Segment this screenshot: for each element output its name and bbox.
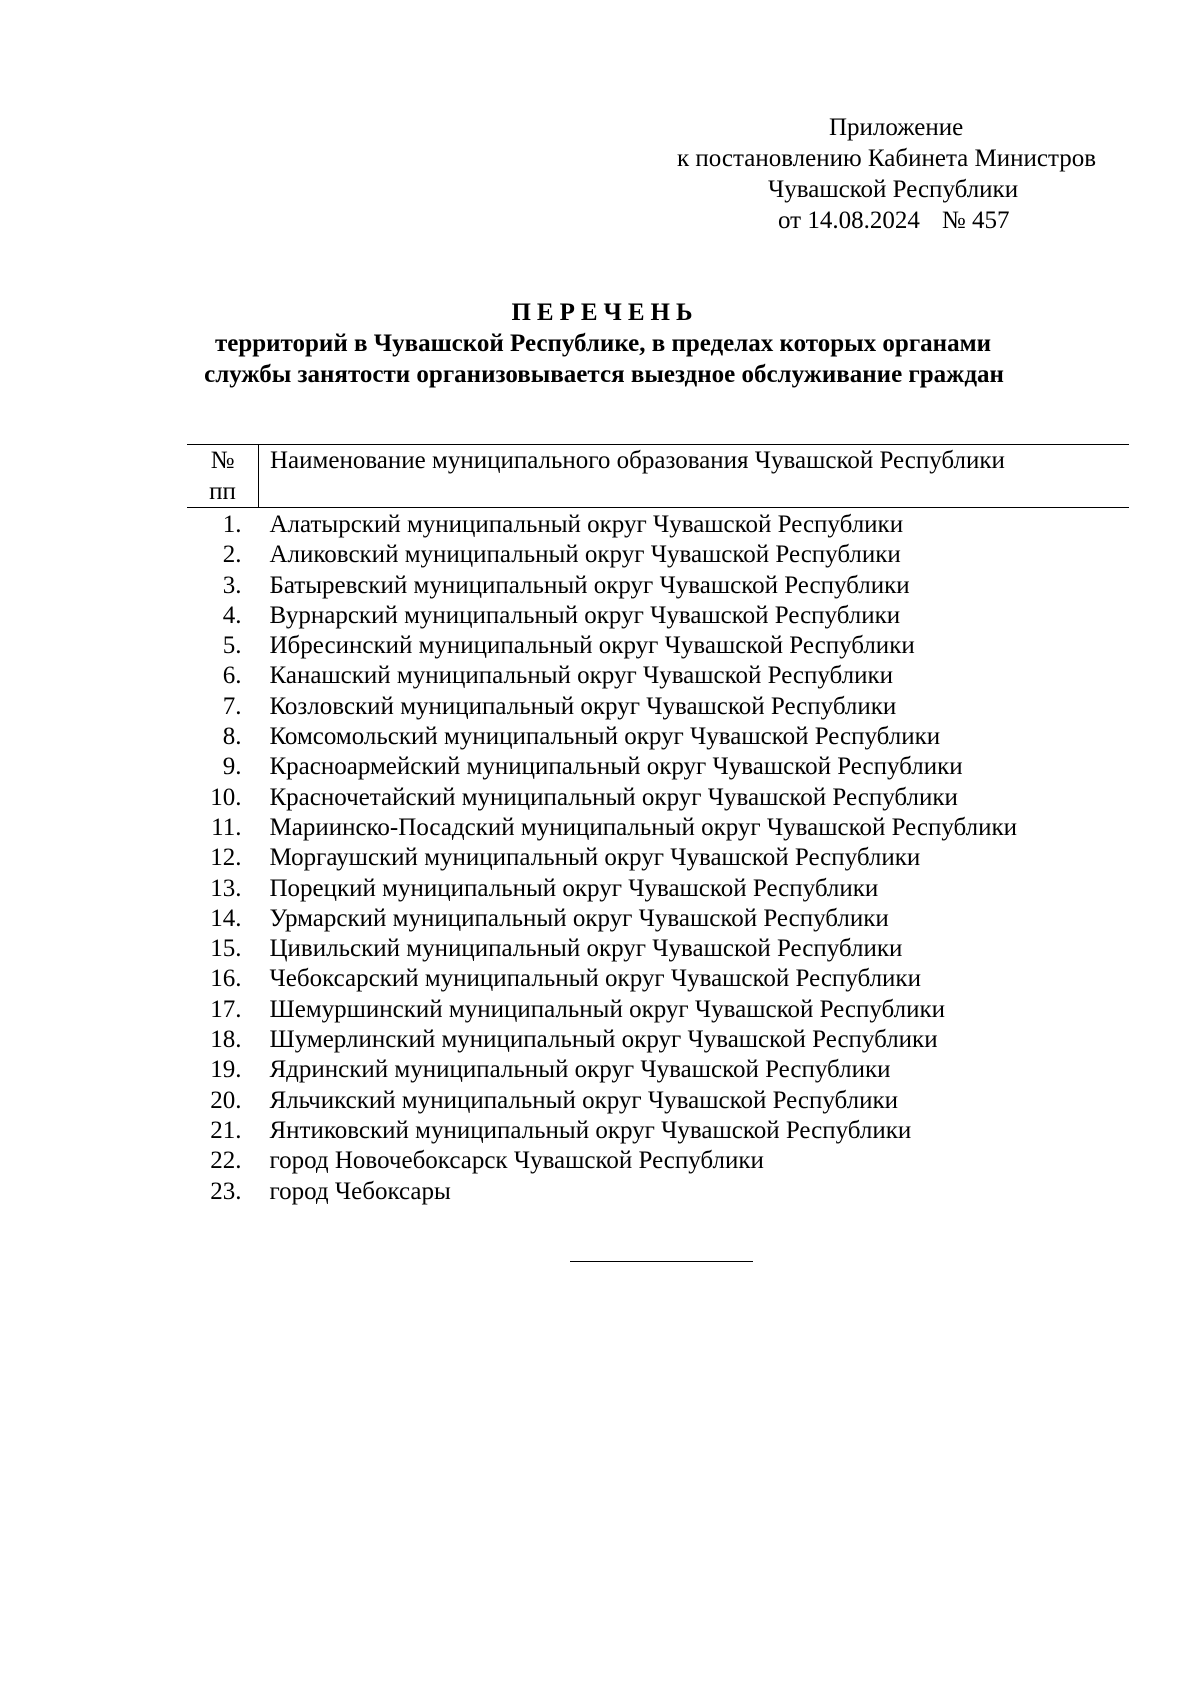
row-municipality-name: город Чебоксары	[269, 1177, 451, 1205]
row-number: 1.	[222, 511, 242, 538]
table-row	[187, 783, 1129, 813]
row-number: 13.	[210, 874, 242, 902]
row-municipality-name: город Новочебоксарск Чувашской Республики	[269, 1147, 764, 1175]
row-municipality-name: Вурнарский муниципальный округ Чувашской Республики	[269, 601, 901, 629]
table-header-row	[187, 445, 1129, 508]
table-row	[187, 1177, 1129, 1207]
table-row	[187, 508, 1129, 541]
row-municipality-name: Мариинско-Посадский муниципальный округ Чувашской Республики	[269, 813, 1018, 841]
column-header-number-line2: пп	[209, 478, 236, 505]
row-number: 3.	[222, 571, 242, 599]
table-body	[187, 508, 1129, 1207]
appendix-date: 14.08.2024	[807, 207, 920, 234]
row-number: 7.	[222, 692, 242, 720]
row-municipality-name: Урмарский муниципальный округ Чувашской Республики	[269, 904, 889, 932]
row-municipality-name: Алатырский муниципальный округ Чувашской Республики	[269, 511, 904, 538]
title-subtitle-line2: службы занятости организовывается выездное обслуживание граждан	[204, 361, 1004, 388]
row-number: 15.	[210, 935, 242, 963]
table-row	[187, 571, 1129, 601]
table-row	[187, 1116, 1129, 1146]
row-municipality-name: Батыревский муниципальный округ Чувашской Республики	[269, 571, 910, 599]
row-municipality-name: Янтиковский муниципальный округ Чувашской Республики	[269, 1116, 912, 1144]
table-row	[187, 995, 1129, 1025]
table-row	[187, 540, 1129, 570]
table-row	[187, 692, 1129, 722]
row-municipality-name: Красноармейский муниципальный округ Чувашской Республики	[269, 753, 963, 781]
row-number: 23.	[210, 1177, 242, 1205]
row-municipality-name: Шемуршинский муниципальный округ Чувашской Республики	[269, 995, 946, 1023]
row-number: 12.	[210, 844, 242, 872]
row-number: 16.	[210, 965, 242, 993]
table-row	[187, 1025, 1129, 1055]
table-row	[187, 631, 1129, 661]
row-number: 8.	[222, 723, 242, 751]
territories-table	[187, 444, 1129, 1207]
table-row	[187, 934, 1129, 964]
row-municipality-name: Канашский муниципальный округ Чувашской Республики	[269, 662, 894, 690]
table-row	[187, 1086, 1129, 1116]
row-number: 2.	[222, 541, 242, 569]
table-row	[187, 874, 1129, 904]
row-number: 6.	[222, 662, 242, 690]
row-number: 19.	[210, 1056, 242, 1084]
table-row	[187, 752, 1129, 782]
table-row	[187, 661, 1129, 691]
row-number: 21.	[210, 1116, 242, 1144]
row-number: 9.	[222, 753, 242, 781]
appendix-title: Приложение	[829, 114, 964, 141]
appendix-number: № 457	[941, 207, 1010, 234]
row-number: 5.	[222, 632, 242, 660]
title-subtitle-line1: территорий в Чувашской Республике, в пределах которых органами	[214, 330, 992, 357]
row-number: 20.	[210, 1086, 242, 1114]
row-municipality-name: Яльчикский муниципальный округ Чувашской Республики	[269, 1086, 898, 1114]
row-number: 11.	[211, 813, 242, 841]
table-row	[187, 843, 1129, 873]
row-number: 4.	[222, 601, 242, 629]
table-row	[187, 1146, 1129, 1176]
row-municipality-name: Шумерлинский муниципальный округ Чувашской Республики	[269, 1026, 938, 1054]
row-municipality-name: Цивильский муниципальный округ Чувашской Республики	[269, 935, 903, 963]
footer-divider	[570, 1261, 753, 1262]
row-municipality-name: Моргаушский муниципальный округ Чувашской Республики	[269, 844, 921, 872]
row-municipality-name: Ибресинский муниципальный округ Чувашской Республики	[269, 632, 915, 660]
table-row	[187, 964, 1129, 994]
table-row	[187, 1055, 1129, 1085]
row-municipality-name: Ядринский муниципальный округ Чувашской Республики	[269, 1056, 891, 1084]
appendix-header	[600, 112, 1200, 236]
row-municipality-name: Комсомольский муниципальный округ Чувашской Республики	[269, 723, 941, 751]
row-number: 14.	[210, 904, 242, 932]
column-header-number-line1: №	[210, 447, 235, 474]
title-heading: ПЕРЕЧЕНЬ	[511, 299, 699, 326]
row-number: 17.	[210, 995, 242, 1023]
table-row	[187, 813, 1129, 843]
row-number: 18.	[210, 1026, 242, 1054]
table-row	[187, 904, 1129, 934]
appendix-date-number	[600, 205, 1200, 236]
row-number: 10.	[210, 783, 242, 811]
document-title	[0, 297, 1200, 390]
row-municipality-name: Красночетайский муниципальный округ Чувашской Республики	[269, 783, 958, 811]
column-header-number	[187, 445, 259, 508]
row-municipality-name: Чебоксарский муниципальный округ Чувашской Республики	[269, 965, 921, 993]
row-number: 22.	[210, 1147, 242, 1175]
row-municipality-name: Порецкий муниципальный округ Чувашской Республики	[269, 874, 879, 902]
appendix-resolution-ref: к постановлению Кабинета Министров	[677, 145, 1097, 172]
appendix-date-prefix: от	[778, 207, 802, 234]
row-municipality-name: Козловский муниципальный округ Чувашской Республики	[269, 692, 897, 720]
table-row	[187, 601, 1129, 631]
row-municipality-name: Аликовский муниципальный округ Чувашской Республики	[269, 541, 901, 569]
table-row	[187, 722, 1129, 752]
column-header-name: Наименование муниципального образования Чувашской Республики	[259, 445, 1130, 508]
appendix-republic: Чувашской Республики	[768, 176, 1019, 203]
